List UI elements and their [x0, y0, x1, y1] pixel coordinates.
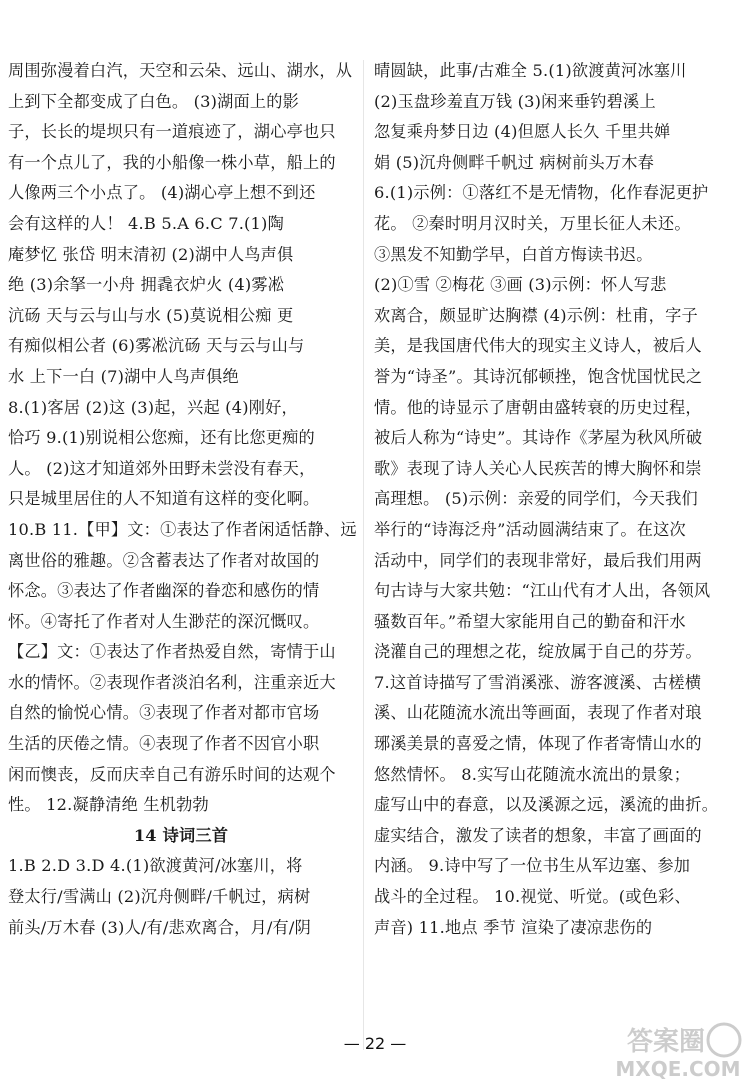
answer-line: 被后人称为“诗史”。其诗作《茅屋为秋风所破 — [374, 428, 703, 448]
section-heading: 14 诗词三首 — [133, 825, 229, 845]
answer-line: 人。 (2)这才知道郊外田野未尝没有春天， — [8, 458, 316, 478]
answer-line: 句古诗与大家共勉：“江山代有才人出，各领风 — [374, 581, 711, 601]
answer-line: 战斗的全过程。 10.视觉、听觉。(或色彩、 — [374, 887, 691, 907]
answer-line: 性。 12.凝静清绝 生机勃勃 — [8, 795, 209, 815]
answer-line: 晴圆缺，此事/古难全 5.(1)欲渡黄河冰塞川 — [374, 61, 687, 80]
answer-line: 6.(1)示例：①落红不是无情物，化作春泥更护 — [374, 183, 709, 203]
answer-line: 娟 (5)沉舟侧畔千帆过 病树前头万木春 — [374, 152, 655, 172]
answer-line: 有一个点儿了，我的小船像一株小草，船上的 — [8, 152, 336, 172]
watermark-url-text: MXQE.COM — [615, 1057, 741, 1081]
answer-line: 10.B 11.【甲】文：①表达了作者闲适恬静、远 — [8, 519, 357, 539]
answer-line: 登太行/雪满山 (2)沉舟侧畔/千帆过，病树 — [8, 887, 311, 907]
answer-line: 欢离合，颇显旷达胸襟 (4)示例：杜甫，字子 — [374, 305, 698, 325]
answer-line: 有痴似相公者 (6)雾凇沆砀 天与云与山与 — [8, 336, 305, 356]
answer-line: 庵梦忆 张岱 明末清初 (2)湖中人鸟声俱 — [8, 244, 294, 264]
answer-line: 悠然情怀。 8.实写山花随流水流出的景象； — [374, 764, 691, 784]
watermark-logo-text: 答案圈 — [626, 1027, 706, 1057]
answer-line: 7.这首诗描写了雪消溪涨、游客渡溪、古槎横 — [374, 672, 702, 692]
answer-line: 水 上下一白 (7)湖中人鸟声俱绝 — [8, 366, 239, 386]
right-column — [374, 56, 744, 943]
answer-line: 水的情怀。②表现作者淡泊名利，注重亲近大 — [8, 672, 336, 692]
answer-line: 怀念。③表达了作者幽深的眷恋和感伤的情 — [8, 581, 320, 601]
answer-line: 浇灌自己的理想之花，绽放属于自己的芬芳。 — [374, 642, 702, 662]
answer-line: ③黑发不知勤学早，白首方悔读书迟。 — [374, 244, 653, 264]
column-divider — [363, 60, 364, 1050]
answer-line: (2)①雪 ②梅花 ③画 (3)示例：怀人写悲 — [374, 275, 667, 295]
answer-line: 只是城里居住的人不知道有这样的变化啊。 — [8, 489, 320, 509]
answer-line: 前头/万木春 (3)人/有/悲欢离合，月/有/阴 — [8, 917, 311, 937]
answer-line: 琊溪美景的喜爱之情，体现了作者寄情山水的 — [374, 734, 702, 754]
answer-line: 周围弥漫着白汽，天空和云朵、远山、湖水，从 — [8, 61, 353, 80]
answer-line: 骚数百年。”希望大家能用自己的勤奋和汗水 — [374, 611, 686, 631]
answer-line: (2)玉盘珍羞直万钱 (3)闲来垂钓碧溪上 — [374, 91, 656, 111]
answer-line: 誉为“诗圣”。其诗沉郁顿挫，饱含忧国忧民之 — [374, 366, 703, 386]
answer-line: 上到下全都变成了白色。 (3)湖面上的影 — [8, 91, 300, 111]
answer-line: 举行的“诗海泛舟”活动圆满结束了。在这次 — [374, 519, 686, 539]
answer-line: 忽复乘舟梦日边 (4)但愿人长久 千里共婵 — [374, 122, 671, 142]
answer-line: 人像两三个小点了。 (4)湖心亭上想不到还 — [8, 183, 316, 203]
answer-line: 1.B 2.D 3.D 4.(1)欲渡黄河/冰塞川，将 — [8, 856, 303, 876]
answer-line: 闲而懊丧，反而庆幸自己有游乐时间的达观个 — [8, 764, 336, 784]
answer-line: 8.(1)客居 (2)这 (3)起，兴起 (4)刚好， — [8, 397, 298, 417]
answer-line: 虚实结合，激发了读者的想象，丰富了画面的 — [374, 825, 702, 845]
answer-line: 花。 ②秦时明月汉时关，万里长征人未还。 — [374, 213, 691, 233]
answer-line: 活动中，同学们的表现非常好，最后我们用两 — [374, 550, 702, 570]
left-column — [8, 56, 357, 943]
answer-line: 绝 (3)余拏一小舟 拥毳衣炉火 (4)雾凇 — [8, 275, 285, 295]
answer-line: 会有这样的人！ 4.B 5.A 6.C 7.(1)陶 — [8, 213, 284, 233]
answer-line: 虚写山中的春意，以及溪源之远，溪流的曲折。 — [374, 795, 719, 815]
answer-line: 溪、山花随流水流出等画面，表现了作者对琅 — [374, 703, 702, 723]
answer-line: 情。他的诗显示了唐朝由盛转衰的历史过程， — [374, 397, 702, 417]
page-number: — 22 — — [343, 1034, 407, 1053]
answer-line: 离世俗的雅趣。②含蓄表达了作者对故国的 — [8, 550, 320, 570]
watermark-logo — [612, 1020, 744, 1082]
answer-line: 怀。④寄托了作者对人生渺茫的深沉慨叹。 — [8, 611, 320, 631]
answer-line: 沆砀 天与云与山与水 (5)莫说相公痴 更 — [8, 305, 294, 325]
answer-line: 歌》表现了诗人关心人民疾苦的博大胸怀和崇 — [374, 458, 702, 478]
answer-line: 恰巧 9.(1)别说相公您痴，还有比您更痴的 — [8, 428, 315, 448]
answer-line: 【乙】文：①表达了作者热爱自然，寄情于山 — [8, 642, 336, 662]
answer-line: 子，长长的堤坝只有一道痕迹了，湖心亭也只 — [8, 122, 336, 142]
answer-line: 生活的厌倦之情。④表现了作者不因官小职 — [8, 734, 320, 754]
answer-line: 高理想。 (5)示例：亲爱的同学们，今天我们 — [374, 489, 698, 509]
answer-line: 内涵。 9.诗中写了一位书生从军边塞、参加 — [374, 856, 691, 876]
answer-line: 自然的愉悦心情。③表现了作者对都市官场 — [8, 703, 320, 723]
answer-line: 声音) 11.地点 季节 渲染了凄凉悲伤的 — [374, 917, 653, 937]
answer-line: 美，是我国唐代伟大的现实主义诗人，被后人 — [374, 336, 702, 356]
